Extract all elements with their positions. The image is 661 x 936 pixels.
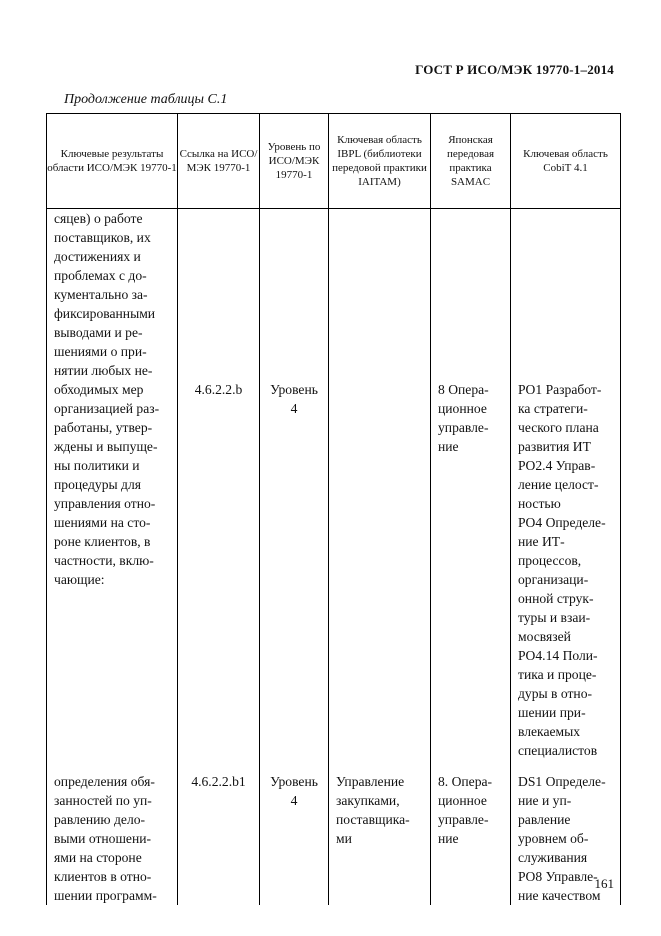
text-line: равлению дело- [54,812,146,827]
cell-samac [431,209,511,761]
text-line: ление целост- [518,477,599,492]
text-line: 4 [290,793,298,808]
text-line: выводами и ре- [54,325,143,340]
text-line: обходимых мер [54,382,144,397]
text-line: равление [518,812,571,827]
text-line: PO1 Разработ- [518,382,602,397]
text-line: работаны, утвер- [54,420,153,435]
text-line: Управление [336,774,405,789]
text-line: организацией раз- [54,401,160,416]
text-line: мосвязей [518,629,571,644]
text-line: 8 Опера- [438,382,489,397]
table-header-row [47,114,621,209]
text-line: управления отно- [54,496,156,511]
comparison-table [46,113,621,905]
header-cobit: Ключевая область CobiT 4.1 [511,114,621,209]
text-line: тика и проце- [518,667,597,682]
text-line: специалистов [518,743,598,758]
text-line: PO2.4 Управ- [518,458,596,473]
text-line: шениями на сто- [54,515,151,530]
text-line: онной струк- [518,591,594,606]
lines [47,209,177,589]
header-ibpl: Ключевая область IBPL (библиотеки передовой практики IAITAM) [329,114,431,209]
table-continuation-label: Продолжение таблицы С.1 [64,92,228,107]
cell-samac [431,760,511,905]
text-line: DS1 Определе- [518,774,606,789]
reference-text: 4.6.2.2.b [194,382,243,397]
text-line: фиксированными [54,306,156,321]
text-line: Уровень [270,774,318,789]
text-line: ние ИТ- [518,534,565,549]
text-line: 4 [290,401,298,416]
text-line: дуры в отно- [518,686,593,701]
cell-level [260,760,329,905]
cell-reference [178,760,260,905]
text-line: служивания [518,850,588,865]
page-number: 161 [594,876,614,891]
text-line: поставщика- [336,812,410,827]
text-line: PO4 Определе- [518,515,606,530]
lines [260,772,328,810]
text-line: кументально за- [54,287,148,302]
text-line: процессов, [518,553,582,568]
text-line: поставщиков, их [54,230,151,245]
header-level: Уровень по ИСО/МЭК 19770-1 [260,114,329,209]
text-line: определения обя- [54,774,155,789]
text-line: PO8 Управле- [518,869,598,884]
text-line: шениями о при- [54,344,147,359]
table-row [47,209,621,761]
reference-text: 4.6.2.2.b1 [191,774,246,789]
header-samac: Японская передовая практика SAMAC [431,114,511,209]
table-row [47,760,621,905]
text-line: роне клиентов, в [54,534,151,549]
text-line: ние [438,439,459,454]
text-line: ка стратеги- [518,401,588,416]
text-line: ностью [518,496,561,511]
text-line: проблемах с до- [54,268,147,283]
header-reference: Ссылка на ИСО/МЭК 19770-1 [178,114,260,209]
text-line: нятии любых не- [54,363,153,378]
cell-key-results [47,209,178,761]
text-line: PO4.14 Поли- [518,648,598,663]
lines [431,772,510,848]
cell-ibpl [329,209,431,761]
lines [511,380,620,760]
text-line: ями на стороне [54,850,142,865]
text-line: уровнем об- [518,831,589,846]
lines [47,772,177,905]
text-line: ждены и выпуще- [54,439,158,454]
text-line: занностей по уп- [54,793,152,808]
text-line: ние и уп- [518,793,572,808]
text-line: сяцев) о работе [54,211,143,226]
text-line: ны политики и [54,458,140,473]
text-line: ционное [438,793,487,808]
text-line: ционное [438,401,487,416]
text-line: ческого плана [518,420,599,435]
text-line: управле- [438,420,489,435]
text-line: ми [336,831,352,846]
text-line: процедуры для [54,477,141,492]
text-line: организаци- [518,572,589,587]
text-line: шении программ- [54,888,157,903]
text-line: шении при- [518,705,586,720]
text-line: 8. Опера- [438,774,493,789]
text-line: Уровень [270,382,318,397]
text-line: управле- [438,812,489,827]
page-header: ГОСТ Р ИСО/МЭК 19770-1–2014 [415,62,614,77]
cell-ibpl [329,760,431,905]
text-line: клиентов в отно- [54,869,152,884]
text-line: влекаемых [518,724,581,739]
text-line: туры и взаи- [518,610,591,625]
text-line: частности, вклю- [54,553,154,568]
text-line: чающие: [54,572,105,587]
cell-level [260,209,329,761]
text-line: ние качеством [518,888,601,903]
cell-reference [178,209,260,761]
header-key-results: Ключевые результаты области ИСО/МЭК 19770-1 [47,114,178,209]
cell-key-results [47,760,178,905]
text-line: выми отношени- [54,831,152,846]
text-line: развития ИТ [518,439,591,454]
text-line: закупками, [336,793,400,808]
text-line: достижениях и [54,249,141,264]
lines [260,380,328,418]
lines [329,772,430,848]
text-line: ние [438,831,459,846]
cell-cobit [511,209,621,761]
lines [431,380,510,456]
